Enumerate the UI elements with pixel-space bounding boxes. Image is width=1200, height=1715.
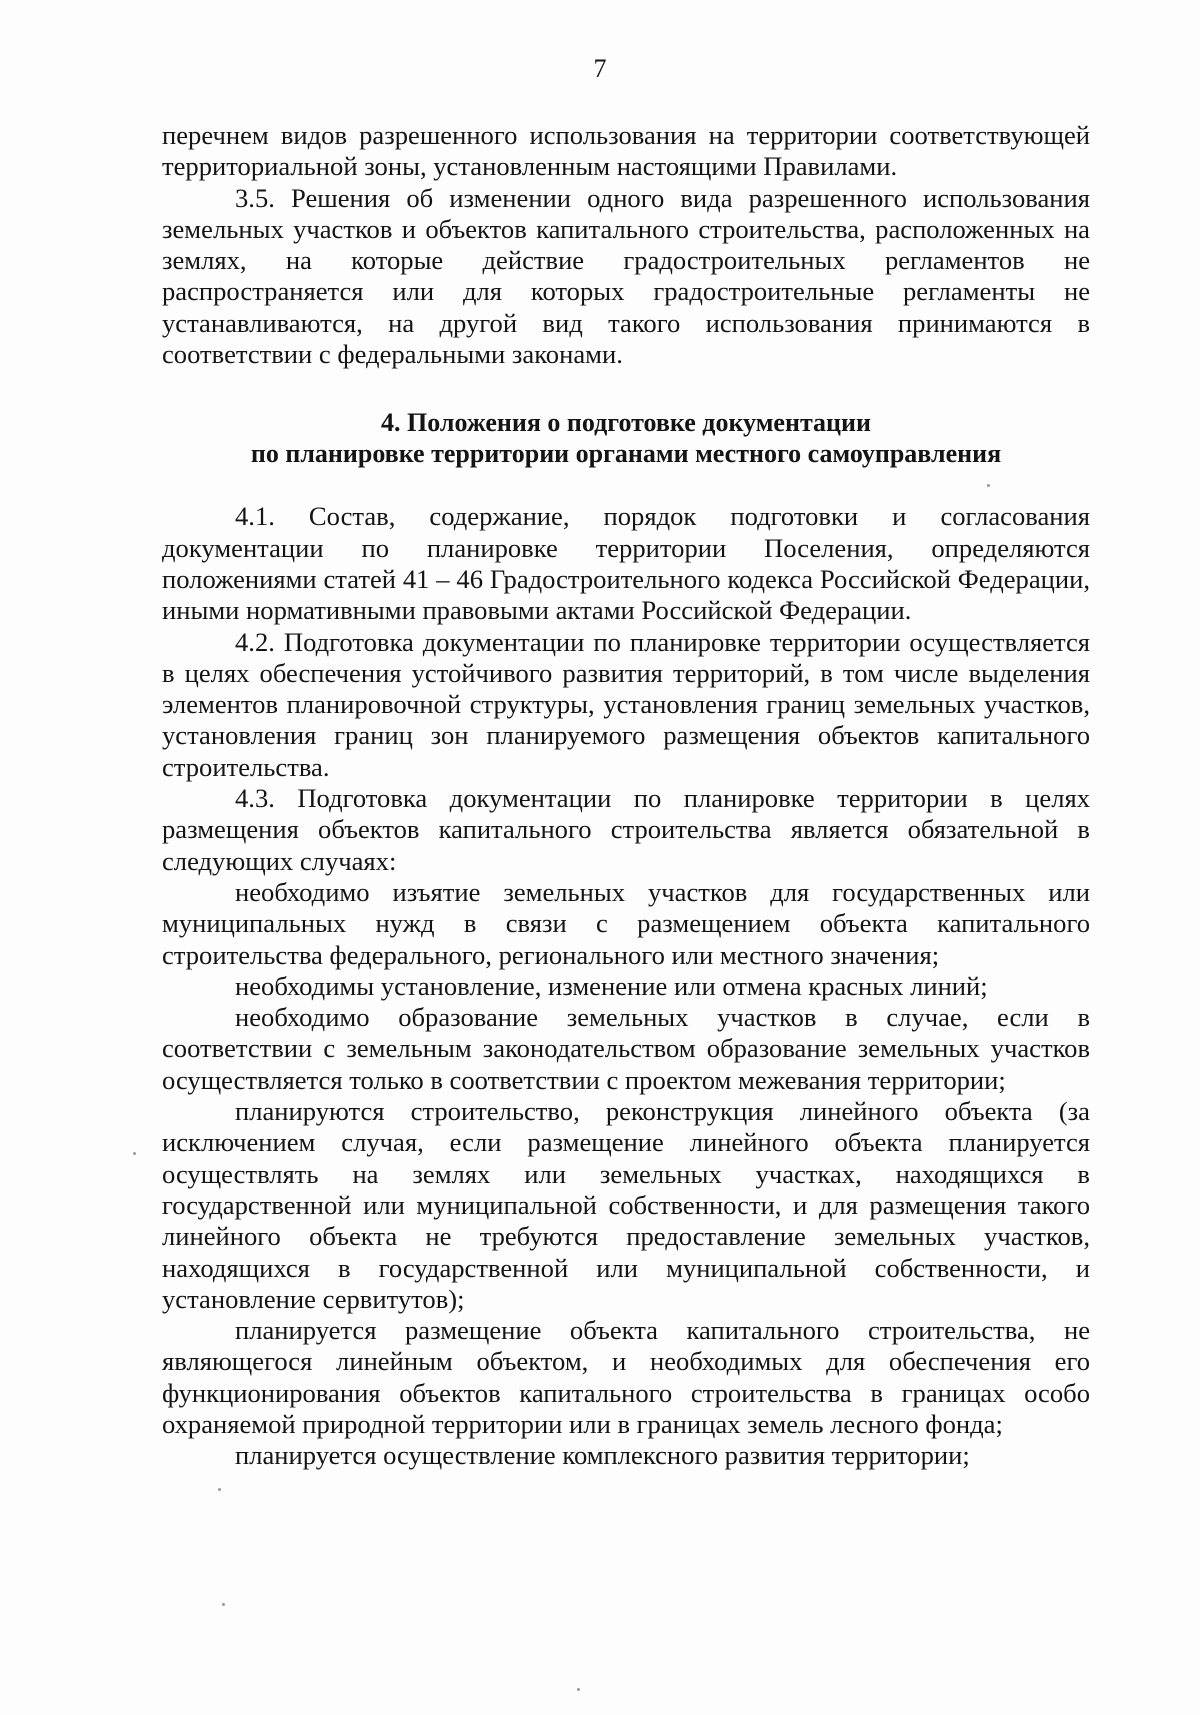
scan-speck [222,1603,225,1606]
scan-speck [987,484,990,487]
section-heading [162,407,1090,469]
list-item-seizure: необходимо изъятие земельных участков для государственных или муниципальных нужд в связи с размещением объекта капитального строительства федерального, регионального или местного значения; [162,876,1090,970]
section-heading-line-2: по планировке территории органами местного самоуправления [250,439,1002,469]
list-item-complex-development: планируется осуществление комплексного развития территории; [235,1440,970,1471]
paragraph-continuation: перечнем видов разрешенного использования на территории соответствующей территориальной зоны, установленным настоящими Правилами. [162,120,1090,182]
paragraph-4-3: 4.3. Подготовка документации по планировке территории в целях размещения объектов капитального строительства является обязательной в следующих случаях: [162,783,1090,876]
scan-speck [133,1152,136,1155]
paragraph-4-2: 4.2. Подготовка документации по планировке территории осуществляется в целях обеспечения устойчивого развития территорий, в том числе выделения элементов планировочной структуры, установления границ земельных участков, установления границ зон планируемого размещения объектов капитального строительства. [162,626,1090,782]
paragraph-4-1: 4.1. Состав, содержание, порядок подготовки и согласования документации по планировке территории Поселения, определяются положениями статей 41 – 46 Градостроительного кодекса Российской Федерации, иными нормативными правовыми актами Российской Федерации. [162,501,1090,626]
page-number: 7 [593,54,607,83]
paragraph-3-5: 3.5. Решения об изменении одного вида разрешенного использования земельных участков и объектов капитального строительства, расположенных на землях, на которые действие градостроительных регламентов не распространяется или для которых градостроительные регламенты не устанавливаются, на другой вид такого использования принимаются в соответствии с федеральными законами. [162,182,1090,370]
scan-speck [577,1688,580,1691]
scan-speck [218,1488,221,1491]
document-body [162,120,1090,1472]
list-item-protected-area: планируется размещение объекта капитального строительства, не являющегося линейным объектом, и необходимых для обеспечения его функционирования объектов капитального строительства в границах особо охраняемой природной территории или в границах земель лесного фонда; [162,1315,1090,1439]
list-item-linear-object: планируются строительство, реконструкция линейного объекта (за исключением случая, если размещение линейного объекта планируется осуществлять на землях или земельных участках, находящихся в государственной или муниципальной собственности, и для размещения такого линейного объекта не требуются предоставление земельных участков, находящихся в государственной или муниципальной собственности, и установление сервитутов); [162,1096,1090,1314]
list-item-land-formation: необходимо образование земельных участков в случае, если в соответствии с земельным законодательством образование земельных участков осуществляется только в соответствии с проектом межевания территории; [162,1002,1090,1095]
list-item-red-lines: необходимы установление, изменение или отмена красных линий; [235,970,988,1001]
section-heading-line-1: 4. Положения о подготовке документации [381,408,871,438]
